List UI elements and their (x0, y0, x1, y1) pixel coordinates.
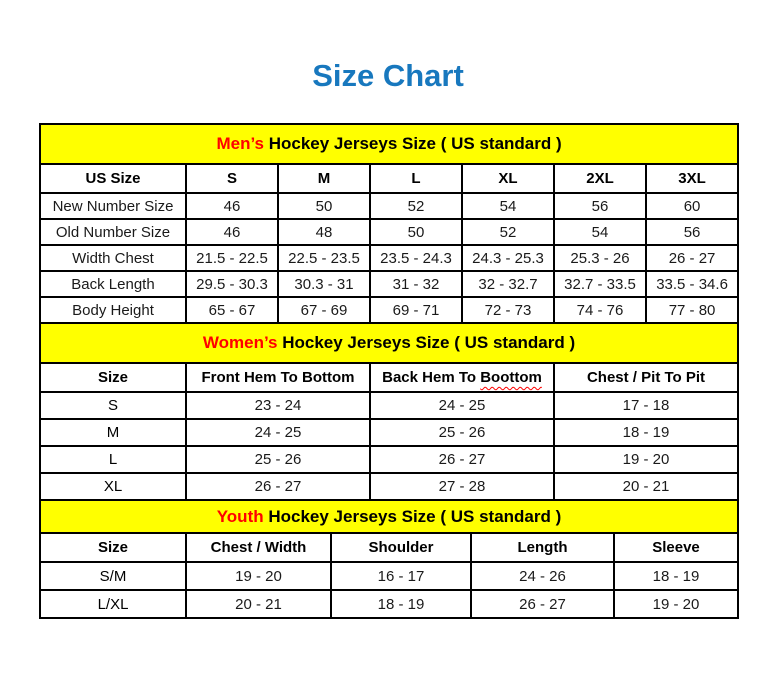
page-title: Size Chart (312, 58, 464, 93)
size-value: 69 - 71 (370, 297, 462, 323)
size-value: 46 (186, 219, 278, 245)
size-value: 20 - 21 (554, 473, 738, 500)
size-value: 26 - 27 (646, 245, 738, 271)
size-value: 23 - 24 (186, 392, 370, 419)
column-header: Shoulder (331, 533, 471, 562)
size-value: 27 - 28 (370, 473, 554, 500)
size-value: 25.3 - 26 (554, 245, 646, 271)
size-value: 21.5 - 22.5 (186, 245, 278, 271)
table-row (40, 219, 738, 245)
section-banner-row (40, 323, 738, 363)
size-value: 31 - 32 (370, 271, 462, 297)
misspelled-word: Boottom (480, 369, 542, 386)
row-label: L/XL (40, 590, 186, 618)
size-value: 52 (370, 193, 462, 219)
size-value: 26 - 27 (370, 446, 554, 473)
section-banner-womens (40, 323, 738, 363)
banner-highlight: Women’s (202, 333, 278, 352)
size-value: 18 - 19 (614, 562, 738, 590)
size-value: 50 (370, 219, 462, 245)
size-value: 32 - 32.7 (462, 271, 554, 297)
size-value: 16 - 17 (331, 562, 471, 590)
row-label: XL (40, 473, 186, 500)
row-label: M (40, 419, 186, 446)
row-label: S (40, 392, 186, 419)
banner-highlight: Men’s (216, 134, 264, 153)
banner-highlight: Youth (216, 506, 264, 526)
size-value: 19 - 20 (554, 446, 738, 473)
table-row (40, 271, 738, 297)
row-label: S/M (40, 562, 186, 590)
size-value: 26 - 27 (471, 590, 614, 618)
table-row (40, 446, 738, 473)
banner-text: Hockey Jerseys Size ( US standard ) (263, 506, 562, 526)
column-header: US Size (40, 164, 186, 193)
size-value: 24 - 26 (471, 562, 614, 590)
table-row (40, 392, 738, 419)
row-label: L (40, 446, 186, 473)
table-row (40, 590, 738, 618)
size-table-youth (39, 499, 739, 619)
column-header: Chest / Width (186, 533, 331, 562)
section-banner-row (40, 124, 738, 164)
column-header: M (278, 164, 370, 193)
size-value: 24 - 25 (186, 419, 370, 446)
size-value: 20 - 21 (186, 590, 331, 618)
table-row (40, 562, 738, 590)
column-header: 2XL (554, 164, 646, 193)
column-header: Length (471, 533, 614, 562)
column-header: XL (462, 164, 554, 193)
size-value: 19 - 20 (614, 590, 738, 618)
size-value: 72 - 73 (462, 297, 554, 323)
size-value: 24.3 - 25.3 (462, 245, 554, 271)
row-label: Old Number Size (40, 219, 186, 245)
size-value: 24 - 25 (370, 392, 554, 419)
size-value: 26 - 27 (186, 473, 370, 500)
row-label: Width Chest (40, 245, 186, 271)
size-value: 56 (554, 193, 646, 219)
table-row (40, 473, 738, 500)
column-header: Back Hem To Boottom (370, 363, 554, 392)
table-row (40, 419, 738, 446)
banner-text: Hockey Jerseys Size ( US standard ) (277, 333, 576, 352)
size-value: 25 - 26 (186, 446, 370, 473)
column-header-row (40, 533, 738, 562)
column-header: Size (40, 533, 186, 562)
column-header: L (370, 164, 462, 193)
column-header: 3XL (646, 164, 738, 193)
table-row (40, 193, 738, 219)
size-value: 19 - 20 (186, 562, 331, 590)
size-value: 23.5 - 24.3 (370, 245, 462, 271)
column-header-row (40, 164, 738, 193)
size-value: 74 - 76 (554, 297, 646, 323)
size-value: 56 (646, 219, 738, 245)
table-row (40, 297, 738, 323)
size-value: 29.5 - 30.3 (186, 271, 278, 297)
size-table-womens (39, 322, 739, 501)
size-value: 18 - 19 (554, 419, 738, 446)
size-value: 60 (646, 193, 738, 219)
column-header: S (186, 164, 278, 193)
section-banner-mens (40, 124, 738, 164)
size-table-mens (39, 123, 739, 324)
column-header: Chest / Pit To Pit (554, 363, 738, 392)
row-label: New Number Size (40, 193, 186, 219)
table-row (40, 245, 738, 271)
size-value: 67 - 69 (278, 297, 370, 323)
size-value: 46 (186, 193, 278, 219)
size-value: 65 - 67 (186, 297, 278, 323)
column-header: Size (40, 363, 186, 392)
size-value: 52 (462, 219, 554, 245)
column-header: Front Hem To Bottom (186, 363, 370, 392)
row-label: Back Length (40, 271, 186, 297)
size-value: 33.5 - 34.6 (646, 271, 738, 297)
size-value: 25 - 26 (370, 419, 554, 446)
section-banner-youth (40, 500, 738, 533)
column-header-row (40, 363, 738, 392)
size-value: 50 (278, 193, 370, 219)
column-header: Sleeve (614, 533, 738, 562)
section-banner-row (40, 500, 738, 533)
banner-text: Hockey Jerseys Size ( US standard ) (264, 134, 562, 153)
size-value: 17 - 18 (554, 392, 738, 419)
size-tables-container (39, 123, 737, 619)
size-value: 48 (278, 219, 370, 245)
size-value: 18 - 19 (331, 590, 471, 618)
row-label: Body Height (40, 297, 186, 323)
size-value: 32.7 - 33.5 (554, 271, 646, 297)
size-value: 77 - 80 (646, 297, 738, 323)
size-value: 22.5 - 23.5 (278, 245, 370, 271)
size-value: 30.3 - 31 (278, 271, 370, 297)
size-value: 54 (554, 219, 646, 245)
size-value: 54 (462, 193, 554, 219)
